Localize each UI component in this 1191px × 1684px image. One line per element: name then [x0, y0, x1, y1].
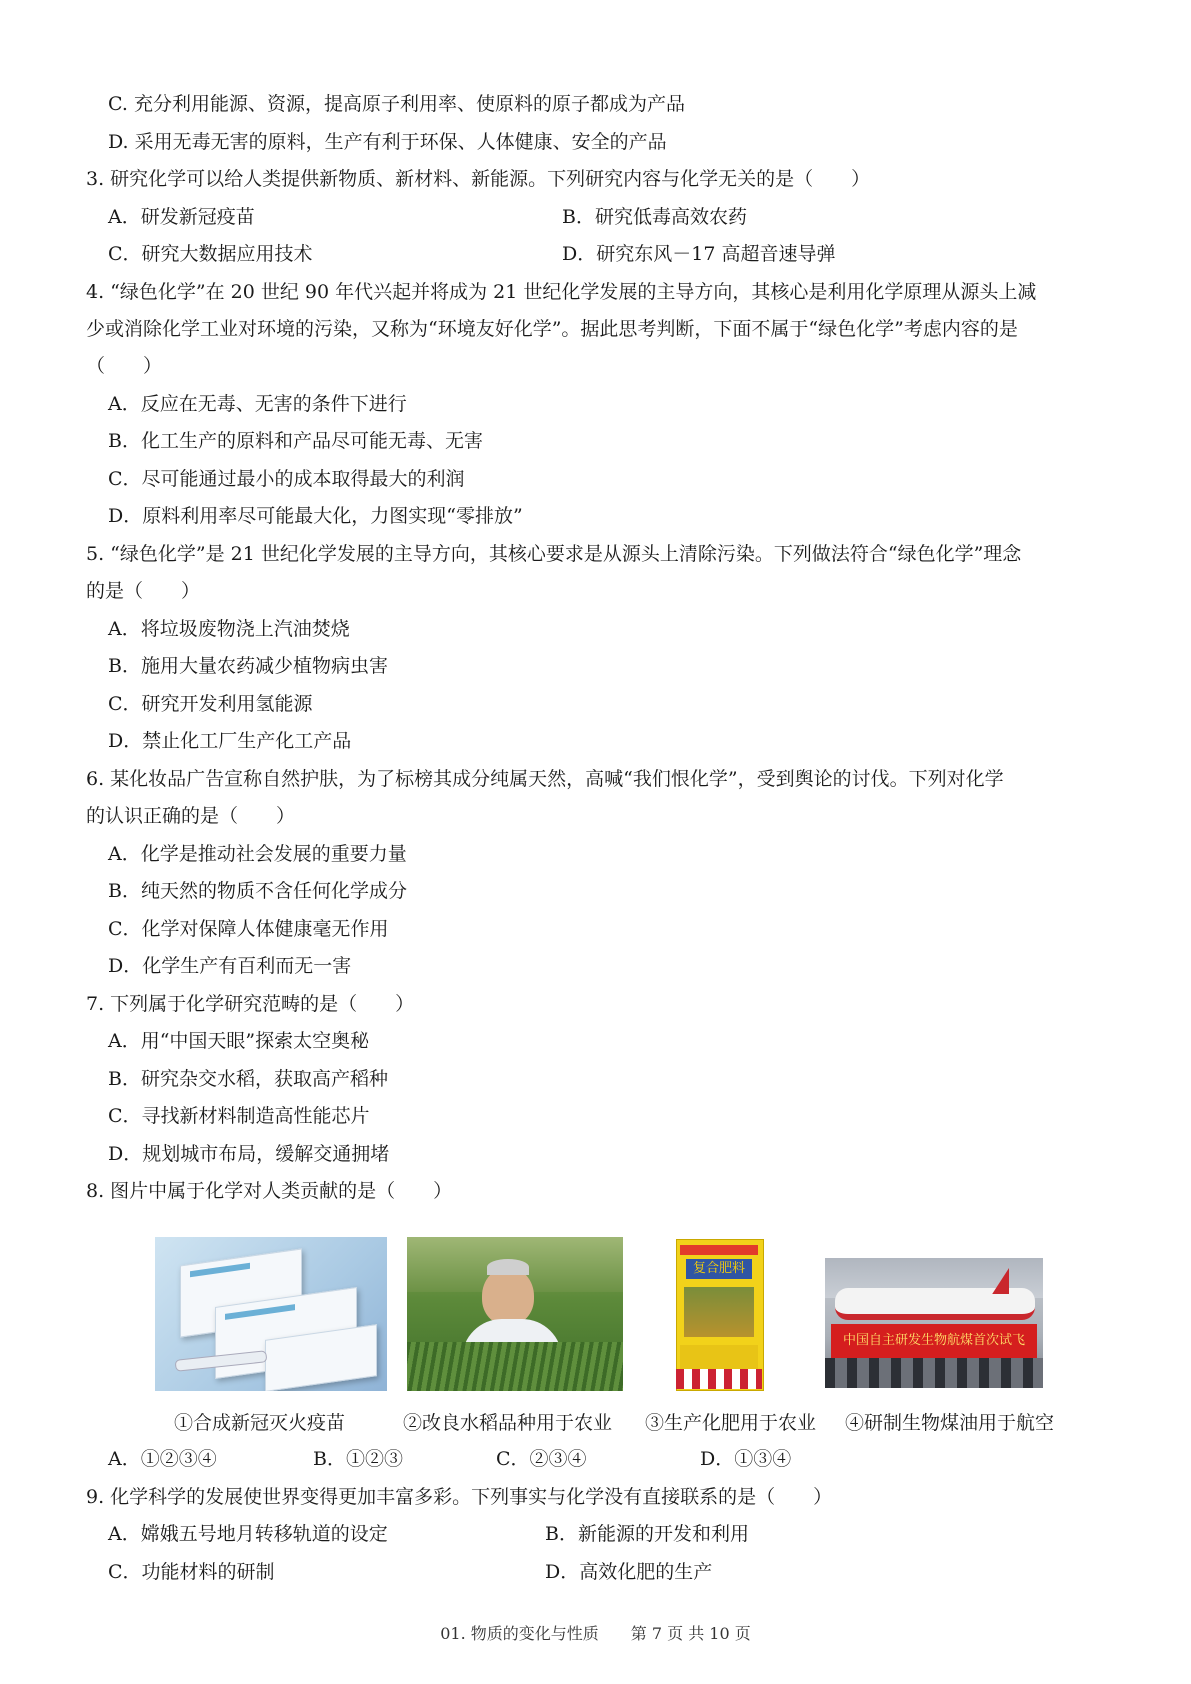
- vaccine-image: [155, 1237, 387, 1391]
- option-a-q3: A．研发新冠疫苗: [108, 206, 255, 228]
- question-4-line3: （ ）: [86, 355, 163, 377]
- banner-text: 中国自主研发生物航煤首次试飞: [831, 1324, 1037, 1358]
- question-7: 7. 下列属于化学研究范畴的是（ ）: [86, 993, 415, 1015]
- question-3: 3. 研究化学可以给人类提供新物质、新材料、新能源。下列研究内容与化学无关的是（ ）: [86, 168, 871, 190]
- option-d-q2: D. 采用无毒无害的原料，生产有利于环保、人体健康、安全的产品: [108, 131, 667, 153]
- fertilizer-bag-image: [672, 1237, 766, 1391]
- caption-2: ②改良水稻品种用于农业: [403, 1412, 613, 1434]
- option-b-q8: B．①②③: [313, 1448, 403, 1470]
- option-d-q9: D．高效化肥的生产: [545, 1561, 713, 1583]
- question-6-line2: 的认识正确的是（ ）: [86, 805, 296, 827]
- question-4-line2: 少或消除化学工业对环境的污染，又称为“环境友好化学”。据此思考判断，下面不属于“绿色化学”考虑内容的是: [86, 318, 1018, 340]
- caption-3: ③生产化肥用于农业: [645, 1412, 817, 1434]
- caption-4: ④研制生物煤油用于航空: [845, 1412, 1055, 1434]
- option-c-q8: C．②③④: [496, 1448, 587, 1470]
- rice-field-image: [407, 1237, 623, 1391]
- option-c-q6: C．化学对保障人体健康毫无作用: [108, 918, 389, 940]
- option-d-q4: D．原料利用率尽可能最大化，力图实现“零排放”: [108, 505, 523, 527]
- option-b-q4: B．化工生产的原料和产品尽可能无毒、无害: [108, 430, 483, 452]
- option-b-q6: B．纯天然的物质不含任何化学成分: [108, 880, 407, 902]
- option-a-q9: A．嫦娥五号地月转移轨道的设定: [108, 1523, 388, 1545]
- caption-1: ①合成新冠灭火疫苗: [174, 1412, 346, 1434]
- option-c-q5: C．研究开发利用氢能源: [108, 693, 313, 715]
- option-b-q3: B．研究低毒高效农药: [562, 206, 747, 228]
- option-c-q9: C．功能材料的研制: [108, 1561, 275, 1583]
- option-a-q5: A．将垃圾废物浇上汽油焚烧: [108, 618, 350, 640]
- page-footer: 01. 物质的变化与性质 第 7 页 共 10 页: [440, 1624, 751, 1643]
- option-a-q8: A．①②③④: [108, 1448, 217, 1470]
- question-5-line1: 5. “绿色化学”是 21 世纪化学发展的主导方向，其核心要求是从源头上清除污染。下列做法符合“绿色化学”理念: [86, 543, 1022, 565]
- option-d-q5: D．禁止化工厂生产化工产品: [108, 730, 352, 752]
- option-a-q4: A．反应在无毒、无害的条件下进行: [108, 393, 407, 415]
- option-d-q6: D．化学生产有百利而无一害: [108, 955, 352, 977]
- option-c-q4: C．尽可能通过最小的成本取得最大的利润: [108, 468, 465, 490]
- question-5-line2: 的是（ ）: [86, 580, 201, 602]
- option-a-q6: A．化学是推动社会发展的重要力量: [108, 843, 407, 865]
- question-6-line1: 6. 某化妆品广告宣称自然护肤，为了标榜其成分纯属天然，高喊“我们恨化学”，受到舆论的讨伐。下列对化学: [86, 768, 1004, 790]
- option-d-q8: D．①③④: [700, 1448, 792, 1470]
- bag-title: 复合肥料: [686, 1259, 752, 1279]
- question-4-line1: 4. “绿色化学”在 20 世纪 90 年代兴起并将成为 21 世纪化学发展的主导方向，其核心是利用化学原理从源头上减: [86, 281, 1037, 303]
- question-9: 9. 化学科学的发展使世界变得更加丰富多彩。下列事实与化学没有直接联系的是（ ）: [86, 1486, 833, 1508]
- option-b-q5: B．施用大量农药减少植物病虫害: [108, 655, 388, 677]
- airplane-image: [825, 1258, 1043, 1388]
- option-c-q2: C. 充分利用能源、资源，提高原子利用率、使原料的原子都成为产品: [108, 93, 685, 115]
- option-d-q3: D．研究东风－17 高超音速导弹: [562, 243, 836, 265]
- option-d-q7: D．规划城市布局，缓解交通拥堵: [108, 1143, 390, 1165]
- option-b-q9: B．新能源的开发和利用: [545, 1523, 749, 1545]
- question-8: 8. 图片中属于化学对人类贡献的是（ ）: [86, 1180, 453, 1202]
- option-c-q7: C．寻找新材料制造高性能芯片: [108, 1105, 370, 1127]
- option-c-q3: C．研究大数据应用技术: [108, 243, 313, 265]
- option-b-q7: B．研究杂交水稻，获取高产稻种: [108, 1068, 388, 1090]
- option-a-q7: A．用“中国天眼”探索太空奥秘: [108, 1030, 370, 1052]
